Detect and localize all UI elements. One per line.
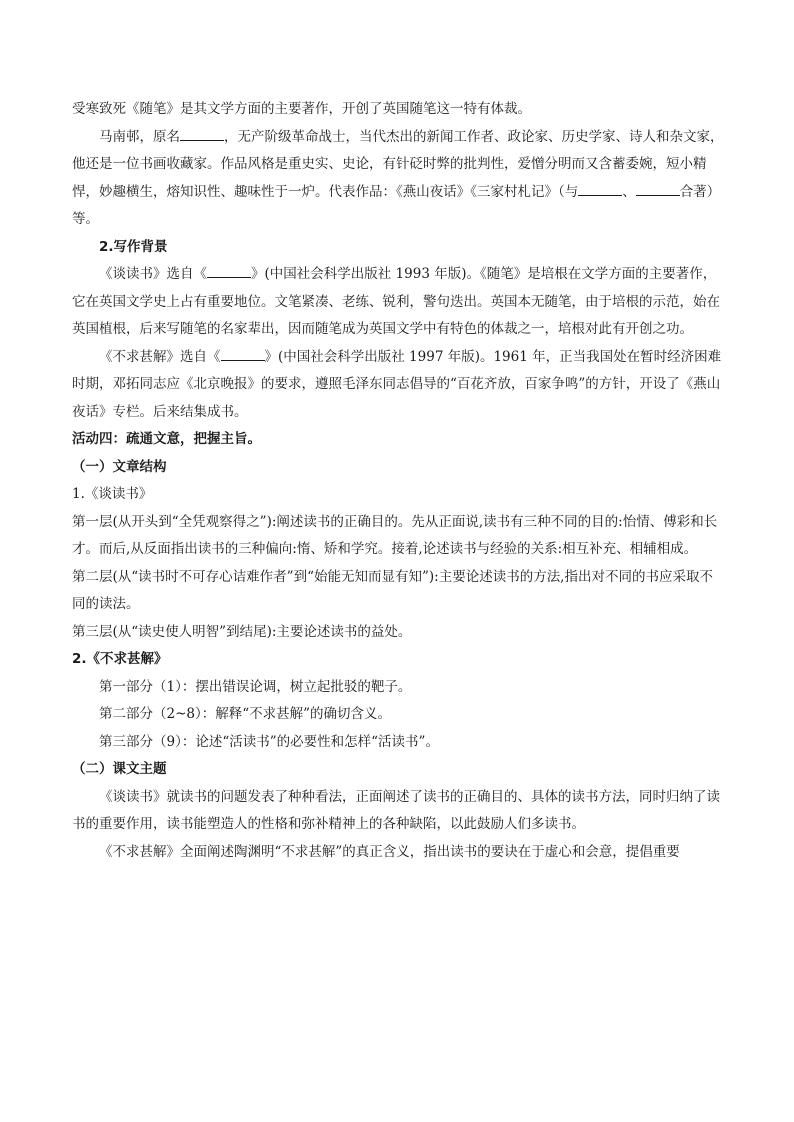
author-text-1: 马南邨，原名 bbox=[99, 128, 180, 145]
theme-tandushu: 《谈读书》就读书的问题发表了种种看法，正面阐述了读书的正确目的、具体的读书方法，同时归纳了读书的重要作用，读书能塑造人的性格和弥补精神上的各种缺陷，以此鼓励人们多读书。 bbox=[72, 788, 720, 832]
structure-buqiushenjie-part-3: 第三部分（9）：论述“活读书”的必要性和怎样“活读书”。 bbox=[99, 733, 439, 750]
structure-tandushu-layer-1: 第一层(从开头到“全凭观察得之”):阐述读书的正确目的。先从正面说,读书有三种不同的目的:怡情、傅彩和长才。而后,从反面指出读书的三种偏向:惰、矫和学究。接着,论述读书与经验的关系:相互补充、相辅相成。 bbox=[72, 513, 718, 557]
structure-buqiushenjie-part-1: 第一部分（1）：摆出错误论调，树立起批驳的靶子。 bbox=[99, 678, 412, 695]
blank-coauthor-2[interactable] bbox=[636, 179, 680, 196]
theme-buqiushenjie: 《不求甚解》全面阐述陶渊明“不求甚解”的真正含义，指出读书的要诀在于虚心和会意，提倡重要 bbox=[99, 843, 680, 860]
blank-source-book-2[interactable] bbox=[221, 344, 265, 361]
background-1-text-a: 《谈读书》选自《 bbox=[99, 266, 207, 282]
blank-source-book-1[interactable] bbox=[207, 261, 251, 278]
author-text-4: 合著）等。 bbox=[72, 183, 721, 227]
paragraph-bacon-intro-end: 受寒致死《随笔》是其文学方面的主要著作，开创了英国随笔这一特有体裁。 bbox=[72, 101, 531, 117]
blank-coauthor-1[interactable] bbox=[578, 179, 622, 196]
paragraph-author-deng-tuo bbox=[72, 124, 724, 234]
structure-tandushu-title: 1.《谈读书》 bbox=[72, 486, 153, 502]
heading-writing-background: 2.写作背景 bbox=[99, 238, 168, 255]
background-1-text-b: 》(中国社会科学出版社 1993 年版)。《随笔》是培根在文学方面的主要著作，它在英国文学史上占有重要地位。文笔紧凑、老练、锐利，警句迭出。英国本无随笔，由于培根的示范，始在英国植根，后来写随笔的名家辈出，因而随笔成为英国文学中有特色的体裁之一，培根对此有开创之功。 bbox=[72, 266, 720, 337]
structure-tandushu-layer-3: 第三层(从“读史使人明智”到结尾):主要论述读书的益处。 bbox=[72, 623, 412, 640]
paragraph-background-tandushu bbox=[72, 261, 724, 344]
heading-activity-four: 活动四：疏通文意，把握主旨。 bbox=[72, 431, 261, 447]
background-2-text-b: 》(中国社会科学出版社 1997 年版)。1961 年，正当我国处在暂时经济困难时期，邓拓同志应《北京晚报》的要求，遵照毛泽东同志倡导的“百花齐放，百家争鸣”的方针，开设了《燕山夜话》专栏。后来结集成书。 bbox=[72, 348, 722, 420]
structure-buqiushenjie-title: 2.《不求甚解》 bbox=[72, 651, 168, 667]
structure-tandushu-layer-2: 第二层(从“读书时不可存心诘难作者”到“始能无知而显有知”):主要论述读书的方法,指出对不同的书应采取不同的读法。 bbox=[72, 568, 713, 612]
document-page bbox=[72, 96, 724, 866]
blank-original-name[interactable] bbox=[180, 124, 224, 141]
background-2-text-a: 《不求甚解》选自《 bbox=[99, 348, 221, 365]
heading-text-theme: （二）课文主题 bbox=[72, 761, 167, 777]
structure-buqiushenjie-part-2: 第二部分（2~8）：解释“不求甚解”的确切含义。 bbox=[99, 706, 392, 722]
author-text-2: ，无产阶级革命战士，当代杰出的新闻工作者、政论家、历史学家、诗人和杂文家，他还是一位书画收藏家。作品风格是重史实、史论，有针砭时弊的批判性，爱憎分明而又含蓄委婉，短小精悍，妙趣横生，熔知识性、趣味性于一炉。代表作品：《燕山夜话》《三家村札记》（与 bbox=[72, 128, 724, 200]
paragraph-background-buqiushenjie bbox=[72, 344, 724, 427]
heading-article-structure: （一）文章结构 bbox=[72, 458, 167, 475]
author-text-3: 、 bbox=[622, 183, 636, 200]
